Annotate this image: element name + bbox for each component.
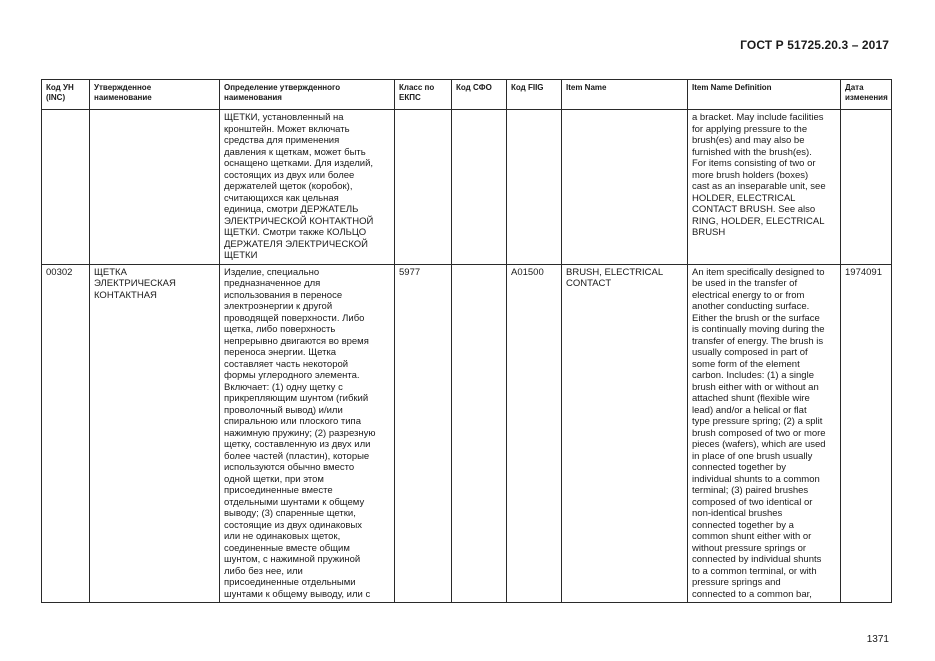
cell-class-ekps: 5977 — [395, 264, 452, 603]
document-standard-id: ГОСТ Р 51725.20.3 – 2017 — [740, 38, 889, 52]
cell-change-date: 1974091 — [841, 264, 892, 603]
header-approved-name: Утвержденное наименование — [90, 80, 220, 110]
cell-code-un — [42, 110, 90, 265]
cell-code-fiig — [507, 110, 562, 265]
cell-class-ekps — [395, 110, 452, 265]
header-item-name-definition: Item Name Definition — [688, 80, 841, 110]
cell-item-name — [562, 110, 688, 265]
cell-definition-ru: Изделие, специально предназначенное для использования в переносе электроэнергии к другой проводящей поверхности. Либо щетка, либо поверхность непрерывно двигаются во время переноса энергии. Щетка составляет часть некоторой формы углеродного элемента. Включает: (1) одну щетку с прикрепляющим шунтом (гибкий проволочный вывод) и/или спиральною или плоского типа нажимную пружину; (2) разрезную щетку, составленную из двух или более частей (пластин), которые используются обычно вместо одной щетки, при этом присоединенные вместе отдельными шунтами к общему выводу; (3) спаренные щетки, состоящие из двух одинаковых или не одинаковых щеток, соединенные вместе общим шунтом, с нажимной пружиной либо без нее, или присоединенные отдельными шунтами к общему выводу, или с — [220, 264, 395, 603]
cell-code-sfo — [452, 264, 507, 603]
header-code-fiig: Код FIIG — [507, 80, 562, 110]
cell-item-name: BRUSH, ELECTRICAL CONTACT — [562, 264, 688, 603]
cell-item-name-definition: a bracket. May include facilities for applying pressure to the brush(es) and may also be furnished with the brush(es). For items consisting of two or more brush holders (boxes) cast as an inseparable unit, see HOLDER, ELECTRICAL CONTACT BRUSH. See also RING, HOLDER, ELECTRICAL BRUSH — [688, 110, 841, 265]
cell-code-sfo — [452, 110, 507, 265]
table-header-row — [42, 80, 892, 110]
cell-change-date — [841, 110, 892, 265]
cell-item-name-definition: An item specifically designed to be used in the transfer of electrical energy to or from another conducting surface. Either the brush or the surface is continually moving during the transfer of energy. The brush is usually composed in part of some form of the element carbon. Includes: (1) a single brush either with or without an attached shunt (flexible wire lead) and/or a helical or flat type pressure spring; (2) a split brush composed of two or more pieces (wafers), which are used in place of one brush usually connected together by individual shunts to a common terminal; (3) paired brushes composed of two identical or non-identical brushes connected together by a common shunt either with or without pressure springs or connected by individual shunts to a common terminal, or with pressure springs and connected to a common bar, — [688, 264, 841, 603]
page-number: 1371 — [866, 634, 889, 645]
header-class-ekps: Класс по ЕКПС — [395, 80, 452, 110]
cell-approved-name: ЩЕТКА ЭЛЕКТРИЧЕСКАЯ КОНТАКТНАЯ — [90, 264, 220, 603]
header-code-un: Код УН (INC) — [42, 80, 90, 110]
cell-code-fiig: A01500 — [507, 264, 562, 603]
header-code-sfo: Код СФО — [452, 80, 507, 110]
table-row — [42, 264, 892, 603]
items-table — [41, 79, 892, 603]
table-row — [42, 110, 892, 265]
cell-code-un: 00302 — [42, 264, 90, 603]
cell-approved-name — [90, 110, 220, 265]
header-change-date: Дата изменения — [841, 80, 892, 110]
header-item-name: Item Name — [562, 80, 688, 110]
cell-definition-ru: ЩЕТКИ, установленный на кронштейн. Может включать средства для применения давления к щеткам, может быть оснащено щетками. Для изделий, состоящих из двух или более держателей щеток (коробок), считающихся как цельная единица, смотри ДЕРЖАТЕЛЬ ЭЛЕКТРИЧЕСКОЙ КОНТАКТНОЙ ЩЕТКИ. Смотри также КОЛЬЦО ДЕРЖАТЕЛЯ ЭЛЕКТРИЧЕСКОЙ ЩЕТКИ — [220, 110, 395, 265]
header-definition-ru: Определение утвержденного наименования — [220, 80, 395, 110]
